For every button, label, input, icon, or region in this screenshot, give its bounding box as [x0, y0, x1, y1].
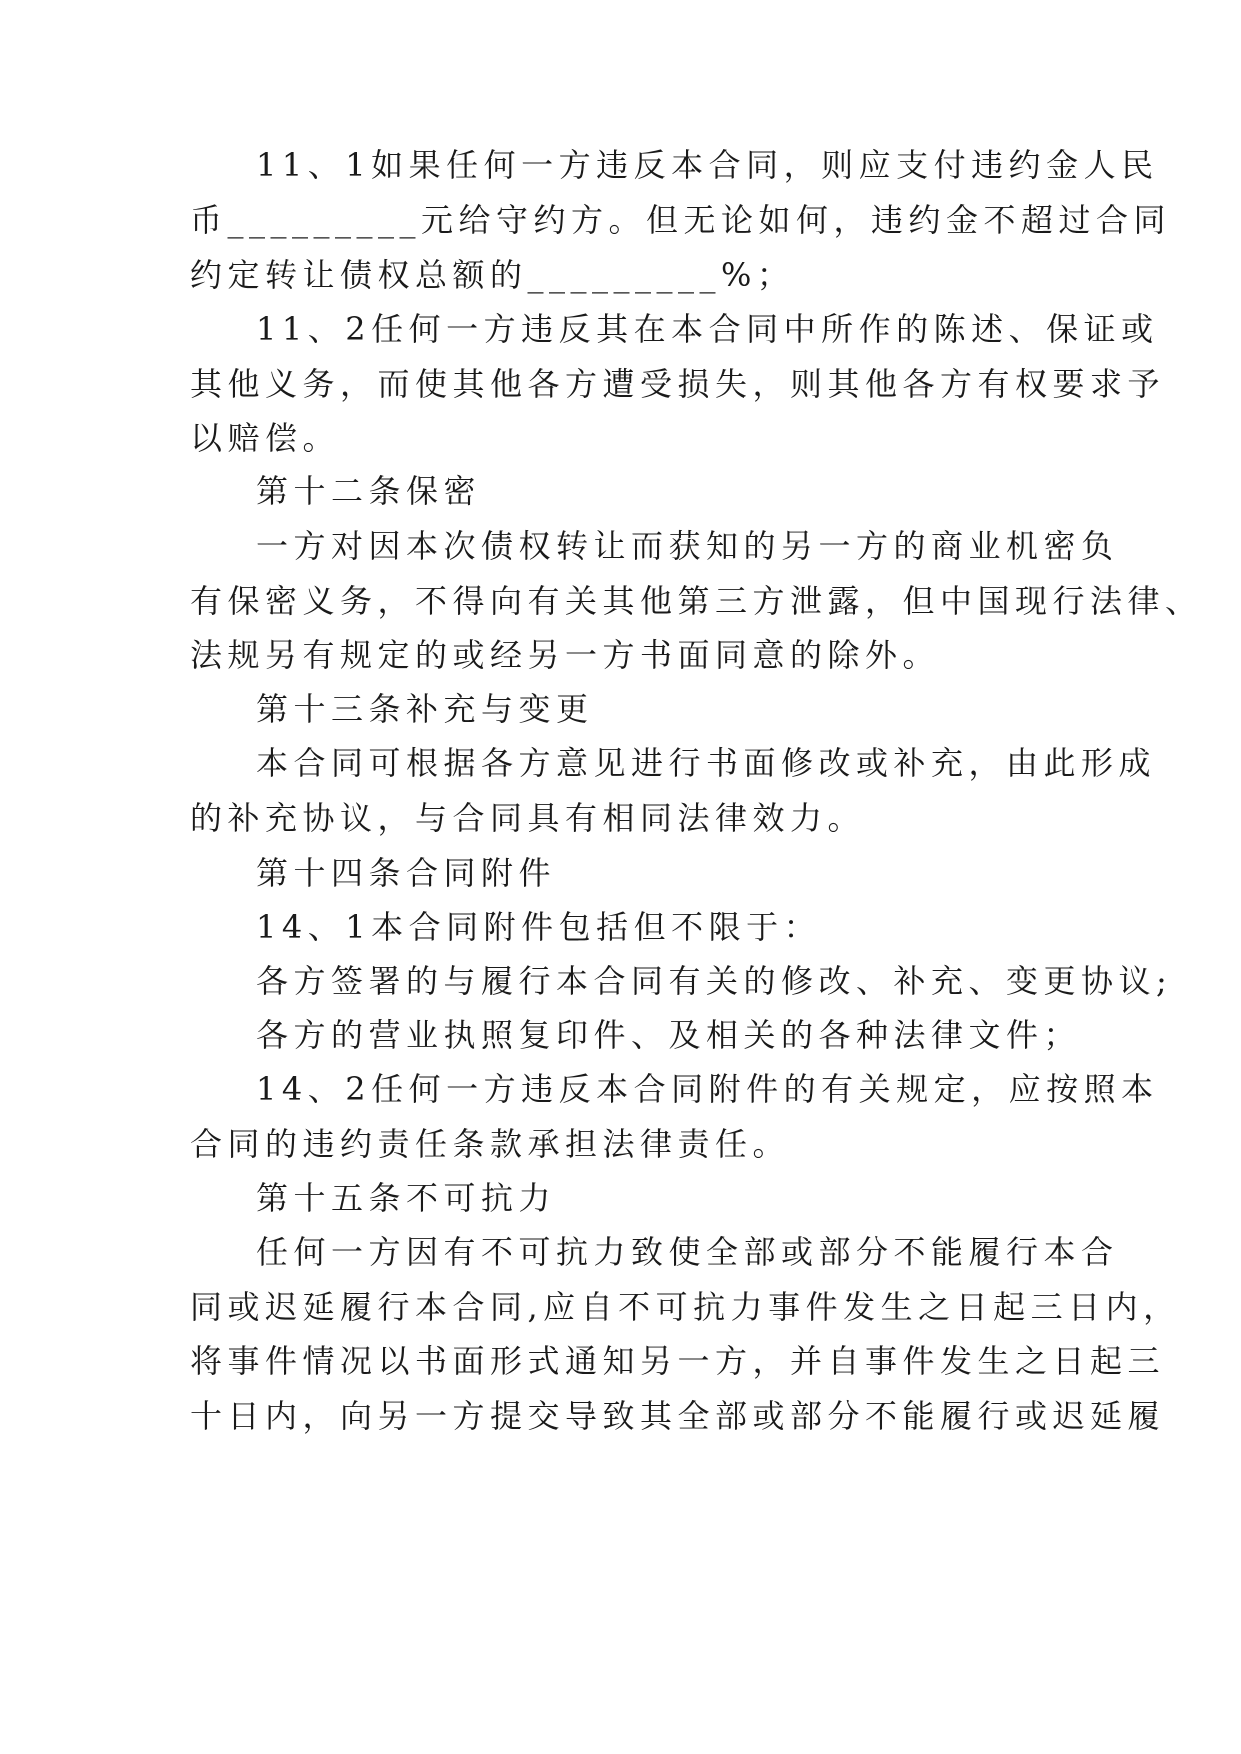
- attachment-item-1: 各方签署的与履行本合同有关的修改、补充、变更协议;: [256, 962, 1173, 1000]
- article-12-line-2: 有保密义务，不得向有关其他第三方泄露，但中国现行法律、: [190, 582, 1203, 620]
- clause-11-1-line-3: 约定转让债权总额的_________%；: [190, 256, 795, 294]
- clause-11-1-line-1: 11、1如果任何一方违反本合同，则应支付违约金人民: [256, 146, 1159, 184]
- article-15-heading: 第十五条不可抗力: [256, 1179, 557, 1217]
- article-12-line-3: 法规另有规定的或经另一方书面同意的除外。: [190, 636, 941, 674]
- article-15-line-1: 任何一方因有不可抗力致使全部或部分不能履行本合: [256, 1233, 1119, 1271]
- article-14-heading: 第十四条合同附件: [256, 854, 557, 892]
- clause-11-2-line-1: 11、2任何一方违反其在本合同中所作的陈述、保证或: [256, 310, 1159, 348]
- article-13-line-2: 的补充协议，与合同具有相同法律效力。: [190, 799, 866, 837]
- clause-11-2-line-3: 以赔偿。: [190, 419, 341, 457]
- clause-14-2-line-2: 合同的违约责任条款承担法律责任。: [190, 1125, 791, 1163]
- article-15-line-3: 将事件情况以书面形式通知另一方，并自事件发生之日起三: [190, 1342, 1166, 1380]
- clause-11-1-line-2: 币_________元给守约方。但无论如何，违约金不超过合同: [190, 201, 1172, 239]
- clause-11-2-line-2: 其他义务，而使其他各方遭受损失，则其他各方有权要求予: [190, 365, 1166, 403]
- clause-14-1-line: 14、1本合同附件包括但不限于：: [256, 908, 822, 946]
- article-13-line-1: 本合同可根据各方意见进行书面修改或补充，由此形成: [256, 744, 1157, 782]
- article-15-line-4: 十日内，向另一方提交导致其全部或部分不能履行或迟延履: [190, 1397, 1166, 1435]
- clause-14-2-line-1: 14、2任何一方违反本合同附件的有关规定，应按照本: [256, 1070, 1159, 1108]
- article-15-line-2: 同或迟延履行本合同,应自不可抗力事件发生之日起三日内，: [190, 1288, 1181, 1326]
- article-12-heading: 第十二条保密: [256, 472, 482, 510]
- attachment-item-2: 各方的营业执照复印件、及相关的各种法律文件；: [256, 1016, 1082, 1054]
- article-13-heading: 第十三条补充与变更: [256, 690, 594, 728]
- article-12-line-1: 一方对因本次债权转让而获知的另一方的商业机密负: [256, 527, 1119, 565]
